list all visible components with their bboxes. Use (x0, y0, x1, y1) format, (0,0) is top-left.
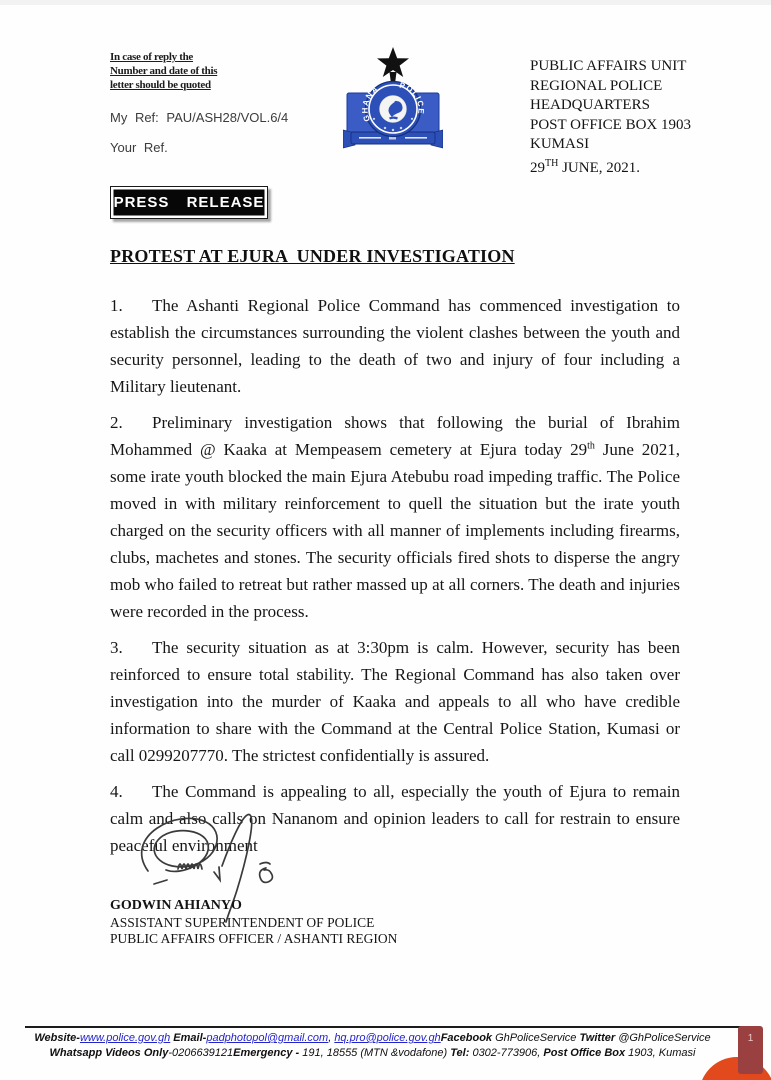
footer-tel-value: 0302-773906, (469, 1046, 544, 1059)
document-body (110, 292, 680, 868)
paragraph-2 (110, 409, 680, 625)
footer-separator: , (328, 1032, 335, 1044)
my-ref: My Ref: PAU/ASH28/VOL.6/4 (110, 110, 289, 125)
footer-facebook-label: Facebook (440, 1032, 493, 1044)
paragraph-text: June 2021, some irate youth blocked the main Ejura Atebubu road impeding traffic. The Police moved in with military reinforcement to quell the situation but the irate youth charged on the security officers with all manner of implements including firearms, clubs, machetes and stones. The security officials fired shots to disperse the angry mob who failed to retreat but rather massed up at all corners. The death and injuries were recorded in the process. (110, 440, 680, 621)
footer-emergency-value: 191, 18555 (MTN &vodafone) (302, 1046, 451, 1059)
svg-text:GHANA: GHANA (360, 84, 381, 123)
address-line: KUMASI (530, 136, 590, 152)
top-edge-shadow (0, 0, 771, 5)
footer-email-label: Email- (170, 1032, 207, 1044)
footer-whatsapp-label: Whatsapp Videos Only (49, 1046, 169, 1059)
press-release-banner (110, 186, 268, 219)
footer (0, 1031, 745, 1060)
address-line: REGIONAL POLICE (530, 77, 663, 94)
paragraph-text: The Ashanti Regional Police Command has commenced investigation to establish the circumstances surrounding the violent clashes between the youth and security personnel, leading to the death of two and injury of four including a Military lieutenant. (110, 296, 680, 396)
paragraph-number: 3. (110, 638, 123, 657)
address-line: HEADQUARTERS (530, 97, 650, 113)
footer-website-label: Website- (34, 1032, 80, 1044)
reply-note (110, 50, 217, 92)
paragraph-number: 2. (110, 413, 123, 432)
footer-website-link[interactable]: www.police.gov.gh (79, 1032, 171, 1044)
paragraph-3 (110, 634, 680, 769)
letterhead-address (530, 57, 691, 155)
paragraph-text: The security situation as at 3:30pm is calm. However, security has been reinforced to ensure total stability. The Regional Command has also taken over investigation into the murder of Kaaka and appeals to all who have credible information to share with the Command at the Central Police Station, Kumasi or call 0299207770. The strictest confidentially is assured. (110, 638, 680, 765)
signatory-block (110, 898, 397, 948)
date-ordinal: th (587, 440, 595, 452)
footer-whatsapp-value: -0206639121 (168, 1046, 234, 1059)
paragraph-4 (110, 778, 680, 859)
page-number: 1 (747, 1033, 754, 1044)
footer-emergency-label: Emergency - (233, 1046, 303, 1059)
footer-pobox-label: Post Office Box (543, 1046, 626, 1059)
date-rest: JUNE, 2021. (558, 160, 641, 176)
footer-facebook-value: GhPoliceService (492, 1032, 580, 1044)
letter-date (530, 160, 640, 177)
signatory-role: PUBLIC AFFAIRS OFFICER / ASHANTI REGION (110, 931, 398, 946)
footer-twitter-label: Twitter (579, 1032, 616, 1044)
svg-text:POLICE: POLICE (398, 80, 426, 116)
your-ref: Your Ref. (110, 140, 168, 155)
paragraph-number: 1. (110, 296, 123, 315)
footer-pobox-value: 1903, Kumasi (625, 1046, 696, 1059)
reply-note-line: Number and date of this (110, 65, 218, 77)
reply-note-line: letter should be quoted (110, 79, 211, 91)
footer-email-link-2[interactable]: hq.pro@police.gov.gh (334, 1032, 441, 1044)
paragraph-text: The Command is appealing to all, especially the youth of Ejura to remain calm and also calls on Nananom and opinion leaders to call for restrain to ensure peaceful environment (110, 782, 680, 855)
address-line: PUBLIC AFFAIRS UNIT (530, 58, 687, 74)
footer-divider (25, 1026, 746, 1028)
footer-email-link-1[interactable]: padphotopol@gmail.com (206, 1032, 329, 1044)
paragraph-text: Preliminary investigation shows that following the burial of Ibrahim Mohammed @ Kaaka at Mempeasem cemetery at Ejura today 29 (110, 413, 680, 459)
footer-line-2 (0, 1046, 745, 1061)
paragraph-number: 4. (110, 782, 123, 801)
press-release-label: PRESS RELEASE (113, 194, 265, 211)
date-day: 29 (530, 160, 545, 176)
reply-note-line: In case of reply the (110, 51, 194, 63)
signatory-name: GODWIN AHIANYO (110, 898, 242, 913)
reference-block (110, 110, 288, 155)
page-number-tab[interactable] (738, 1026, 763, 1074)
signatory-rank: ASSISTANT SUPERINTENDENT OF POLICE (110, 914, 375, 930)
footer-line-1 (0, 1031, 745, 1046)
date-ordinal: TH (545, 158, 559, 169)
ghana-police-crest-icon (343, 46, 443, 154)
footer-tel-label: Tel: (450, 1046, 470, 1059)
paragraph-1 (110, 292, 680, 400)
address-line: POST OFFICE BOX 1903 (530, 116, 692, 133)
document-title: PROTEST AT EJURA UNDER INVESTIGATION (110, 246, 515, 266)
footer-twitter-value: @GhPoliceService (615, 1032, 711, 1044)
